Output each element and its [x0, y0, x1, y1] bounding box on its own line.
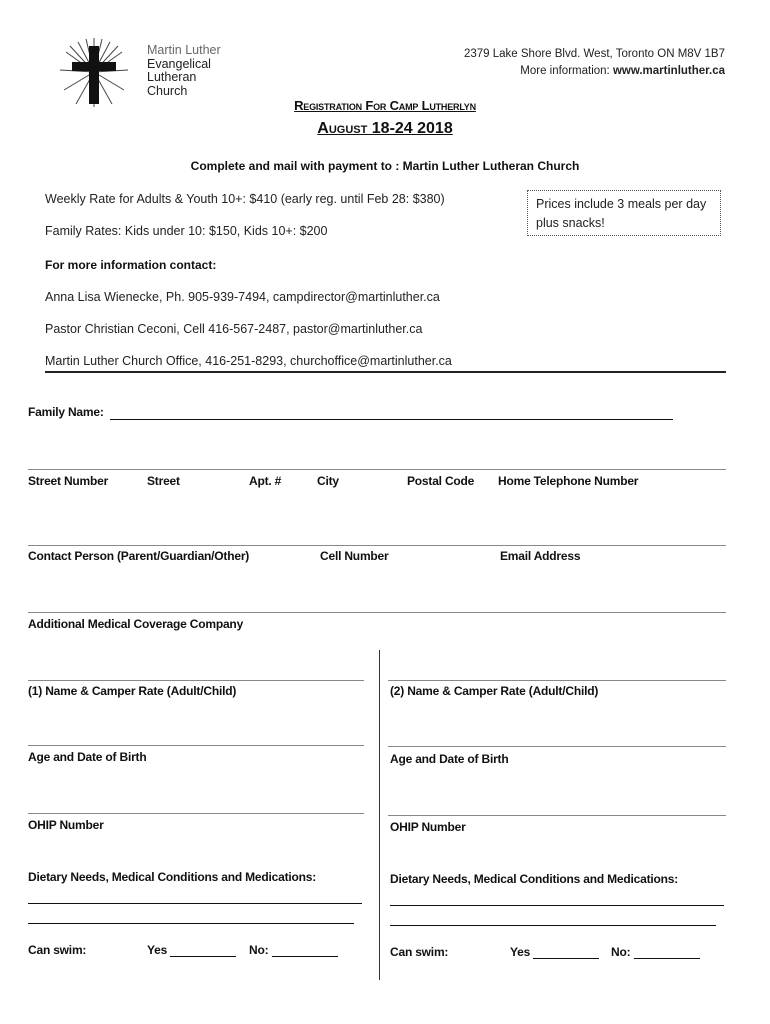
camper2-ohip-label: OHIP Number — [390, 820, 466, 834]
camper2-yes-label: Yes — [510, 945, 531, 959]
email-address-label: Email Address — [500, 549, 581, 563]
camper1-swim-no — [249, 943, 338, 957]
camper1-ohip-label: OHIP Number — [28, 818, 104, 832]
church-name-line-3: Lutheran — [147, 70, 197, 84]
form-dates: August 18-24 2018 — [317, 120, 453, 137]
church-name-line-4: Church — [147, 83, 188, 98]
church-address-block — [464, 46, 725, 80]
camper2-yes-field[interactable] — [533, 946, 599, 959]
church-address: 2379 Lake Shore Blvd. West, Toronto ON M8V 1B7 — [463, 48, 725, 60]
medical-row-line — [28, 612, 726, 613]
camper1-name-label: (1) Name & Camper Rate (Adult/Child) — [28, 684, 237, 698]
street-number-label: Street Number — [28, 474, 109, 488]
city-label: City — [317, 474, 339, 488]
camper2-swim-yes — [510, 945, 599, 959]
camper2-dietary-label: Dietary Needs, Medical Conditions and Medications: — [390, 872, 679, 886]
camper2-dietary-field-2[interactable] — [390, 925, 716, 926]
more-info-line — [464, 63, 725, 80]
camper1-dietary-label: Dietary Needs, Medical Conditions and Medications: — [28, 870, 317, 884]
camper1-dietary-field-1[interactable] — [28, 903, 362, 904]
address-row-line — [28, 469, 726, 470]
contact-line-1: Anna Lisa Wienecke, Ph. 905-939-7494, campdirector@martinluther.ca — [45, 290, 440, 304]
section-divider — [45, 371, 726, 373]
camper2-ohip-line — [388, 815, 726, 816]
camper2-no-field[interactable] — [634, 946, 700, 959]
prices-note: Prices include 3 meals per day plus snacks! — [527, 190, 721, 236]
camper1-name-line — [28, 680, 364, 681]
camper1-dietary-field-2[interactable] — [28, 923, 354, 924]
church-name-line-1: Martin Luther — [147, 43, 221, 57]
website-link[interactable]: www.martinluther.ca — [612, 65, 725, 77]
apt-label: Apt. # — [249, 474, 282, 488]
mail-instruction: Complete and mail with payment to : Martin Luther Lutheran Church — [190, 159, 580, 173]
contact-line-2: Pastor Christian Ceconi, Cell 416-567-2487, pastor@martinluther.ca — [45, 322, 423, 336]
family-name-label: Family Name: — [28, 405, 104, 419]
weekly-rate: Weekly Rate for Adults & Youth 10+: $410 (early reg. until Feb 28: $380) — [45, 192, 445, 206]
church-name — [147, 44, 221, 98]
camper1-no-field[interactable] — [272, 944, 338, 957]
family-rate: Family Rates: Kids under 10: $150, Kids 10+: $200 — [45, 224, 328, 238]
camper2-age-label: Age and Date of Birth — [390, 752, 509, 766]
contact-heading: For more information contact: — [45, 258, 217, 272]
camper1-swim-label: Can swim: — [28, 943, 87, 957]
cell-number-label: Cell Number — [320, 549, 389, 563]
family-name-field[interactable] — [110, 405, 673, 420]
postal-code-label: Postal Code — [407, 474, 475, 488]
street-label: Street — [147, 474, 180, 488]
camper2-swim-no — [611, 945, 700, 959]
column-divider — [379, 650, 380, 980]
more-info-label: More information: — [520, 65, 610, 77]
camper2-name-line — [388, 680, 726, 681]
medical-coverage-label: Additional Medical Coverage Company — [28, 617, 244, 631]
camper1-no-label: No: — [249, 943, 269, 957]
camper1-ohip-line — [28, 813, 364, 814]
home-phone-label: Home Telephone Number — [498, 474, 639, 488]
camper1-yes-label: Yes — [147, 943, 168, 957]
camper2-age-line — [388, 746, 726, 747]
camper1-age-line — [28, 745, 364, 746]
camper2-name-label: (2) Name & Camper Rate (Adult/Child) — [390, 684, 599, 698]
church-name-line-2: Evangelical — [147, 56, 211, 71]
form-title: Registration For Camp Lutherlyn — [294, 98, 476, 113]
camper2-no-label: No: — [611, 945, 631, 959]
camper1-age-label: Age and Date of Birth — [28, 750, 147, 764]
contact-row-line — [28, 545, 726, 546]
camper1-swim-yes — [147, 943, 236, 957]
camper2-swim-label: Can swim: — [390, 945, 449, 959]
contact-line-3: Martin Luther Church Office, 416-251-8293, churchoffice@martinluther.ca — [45, 354, 452, 368]
camper2-dietary-field-1[interactable] — [390, 905, 724, 906]
camper1-yes-field[interactable] — [170, 944, 236, 957]
contact-person-label: Contact Person (Parent/Guardian/Other) — [28, 549, 250, 563]
